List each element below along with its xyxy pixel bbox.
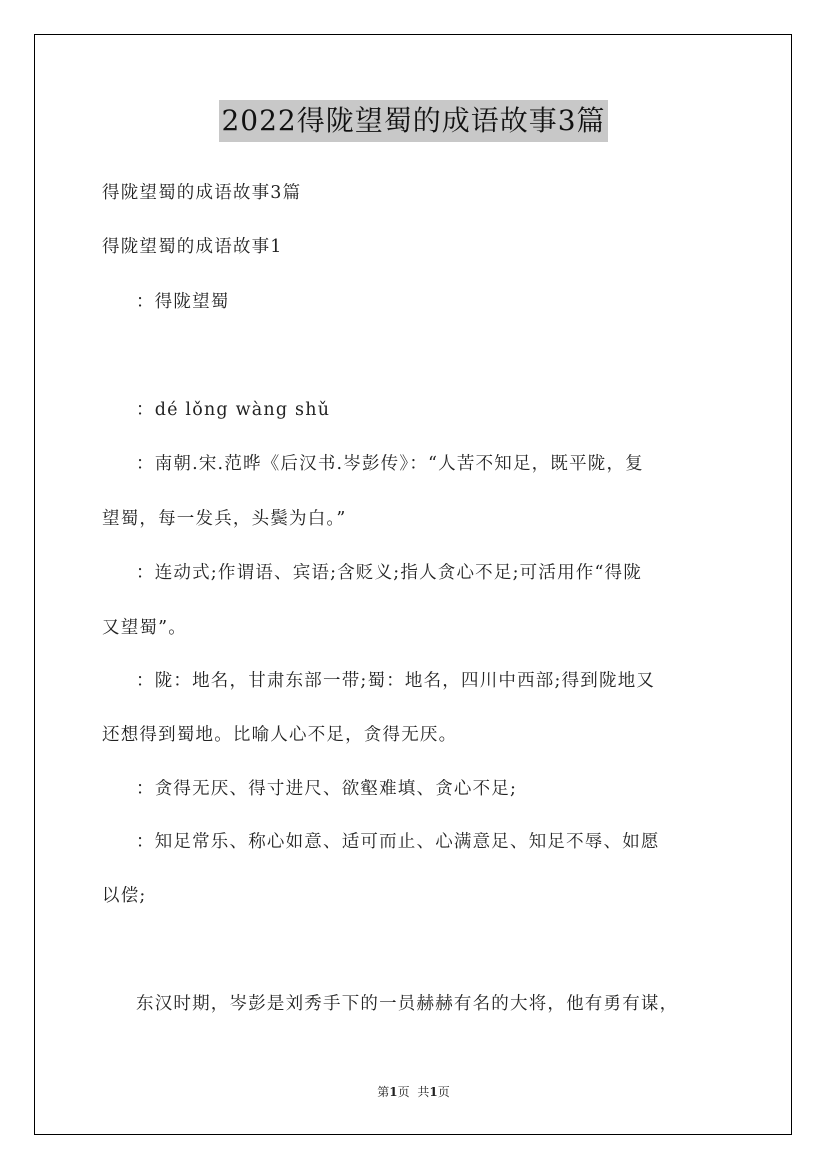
paragraph-line: ：得陇望蜀 bbox=[136, 292, 230, 312]
paragraph-line: 望蜀，每一发兵，头鬓为白。” bbox=[102, 509, 347, 529]
paragraph-line: ：南朝.宋.范晔《后汉书.岑彭传》：“人苦不知足，既平陇，复 bbox=[136, 454, 644, 474]
paragraph-line: ：贪得无厌、得寸进尺、欲壑难填、贪心不足; bbox=[136, 779, 518, 799]
footer-total-number: 1 bbox=[429, 1085, 438, 1099]
page-footer bbox=[0, 1084, 827, 1100]
paragraph-line: 以偿; bbox=[102, 886, 147, 906]
footer-page-prefix: 第 bbox=[377, 1085, 390, 1099]
paragraph-line: 得陇望蜀的成语故事3篇 bbox=[102, 183, 302, 203]
footer-page-suffix: 页 bbox=[397, 1085, 410, 1099]
paragraph-line: 东汉时期，岑彭是刘秀手下的一员赫赫有名的大将，他有勇有谋， bbox=[136, 994, 679, 1014]
footer-total-suffix: 页 bbox=[437, 1085, 450, 1099]
paragraph-line: ：知足常乐、称心如意、适可而止、心满意足、知足不辱、如愿 bbox=[136, 832, 660, 852]
paragraph-line: 还想得到蜀地。比喻人心不足，贪得无厌。 bbox=[102, 725, 458, 745]
paragraph-line: 得陇望蜀的成语故事1 bbox=[102, 237, 283, 257]
document-title: 2022得陇望蜀的成语故事3篇 bbox=[219, 100, 607, 142]
footer-page-number: 1 bbox=[389, 1085, 398, 1099]
paragraph-line: 又望蜀”。 bbox=[102, 618, 187, 638]
paragraph-line: ：陇：地名，甘肃东部一带;蜀：地名，四川中西部;得到陇地又 bbox=[136, 671, 656, 691]
footer-total-prefix: 共 bbox=[417, 1085, 430, 1099]
paragraph-line: ：连动式;作谓语、宾语;含贬义;指人贪心不足;可活用作“得陇 bbox=[136, 563, 643, 583]
paragraph-line: ：dé lǒng wàng shǔ bbox=[136, 400, 331, 420]
